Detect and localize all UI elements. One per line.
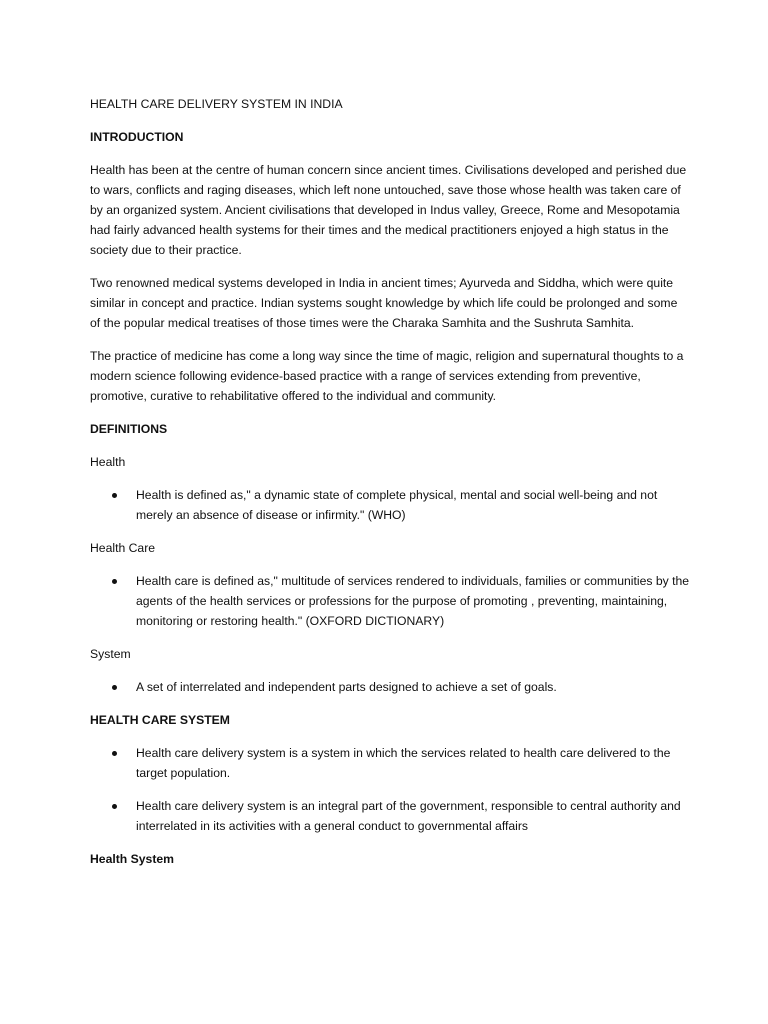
health-system-heading: Health System	[90, 852, 174, 866]
health-care-system-bullet-2	[90, 796, 690, 836]
health-care-system-bullet-1	[90, 743, 690, 783]
bullet-icon	[112, 804, 117, 809]
bullet-icon	[112, 751, 117, 756]
health-care-system-text-2: Health care delivery system is an integral part of the government, responsible to central authority and interrelated in its activities with a general conduct to governmental affairs	[136, 799, 681, 833]
system-heading: System	[90, 647, 131, 661]
definitions-heading: DEFINITIONS	[90, 422, 168, 436]
introduction-heading: INTRODUCTION	[90, 130, 184, 144]
document-title: HEALTH CARE DELIVERY SYSTEM IN INDIA	[90, 97, 343, 111]
health-care-heading: Health Care	[90, 541, 156, 555]
health-definition-bullet	[90, 485, 690, 525]
system-definition-bullet	[90, 677, 690, 697]
introduction-paragraph-2: Two renowned medical systems developed in India in ancient times; Ayurveda and Siddha, which were quite similar in concept and practice. Indian systems sought knowledge by which life could be prolonged and some of the popular medical treatises of those times were the Charaka Samhita and the Sushruta Samhita.	[90, 276, 678, 330]
health-definition-text: Health is defined as," a dynamic state of complete physical, mental and social well-being and not merely an absence of disease or infirmity." (WHO)	[136, 488, 658, 522]
health-care-system-heading: HEALTH CARE SYSTEM	[90, 713, 230, 727]
introduction-paragraph-1: Health has been at the centre of human concern since ancient times. Civilisations developed and perished due to wars, conflicts and raging diseases, which left none untouched, save those whose health was taken care of by an organized system. Ancient civilisations that developed in Indus valley, Greece, Rome and Mesopotamia had fairly advanced health systems for their times and the medical practitioners enjoyed a high status in the society due to their practice.	[90, 163, 687, 257]
bullet-icon	[112, 493, 117, 498]
health-care-definition-text: Health care is defined as," multitude of services rendered to individuals, families or communities by the agents of the health services or professions for the purpose of promoting , preventing, maintaining, monitoring or restoring health." (OXFORD DICTIONARY)	[136, 574, 690, 628]
health-heading: Health	[90, 455, 126, 469]
system-definition-text: A set of interrelated and independent parts designed to achieve a set of goals.	[136, 680, 557, 694]
bullet-icon	[112, 579, 117, 584]
document-page	[90, 94, 690, 869]
health-care-definition-bullet	[90, 571, 690, 631]
introduction-paragraph-3: The practice of medicine has come a long way since the time of magic, religion and supernatural thoughts to a modern science following evidence-based practice with a range of services extending from preventive, promotive, curative to rehabilitative offered to the individual and community.	[90, 349, 684, 403]
health-care-system-text-1: Health care delivery system is a system in which the services related to health care delivered to the target population.	[136, 746, 671, 780]
bullet-icon	[112, 685, 117, 690]
